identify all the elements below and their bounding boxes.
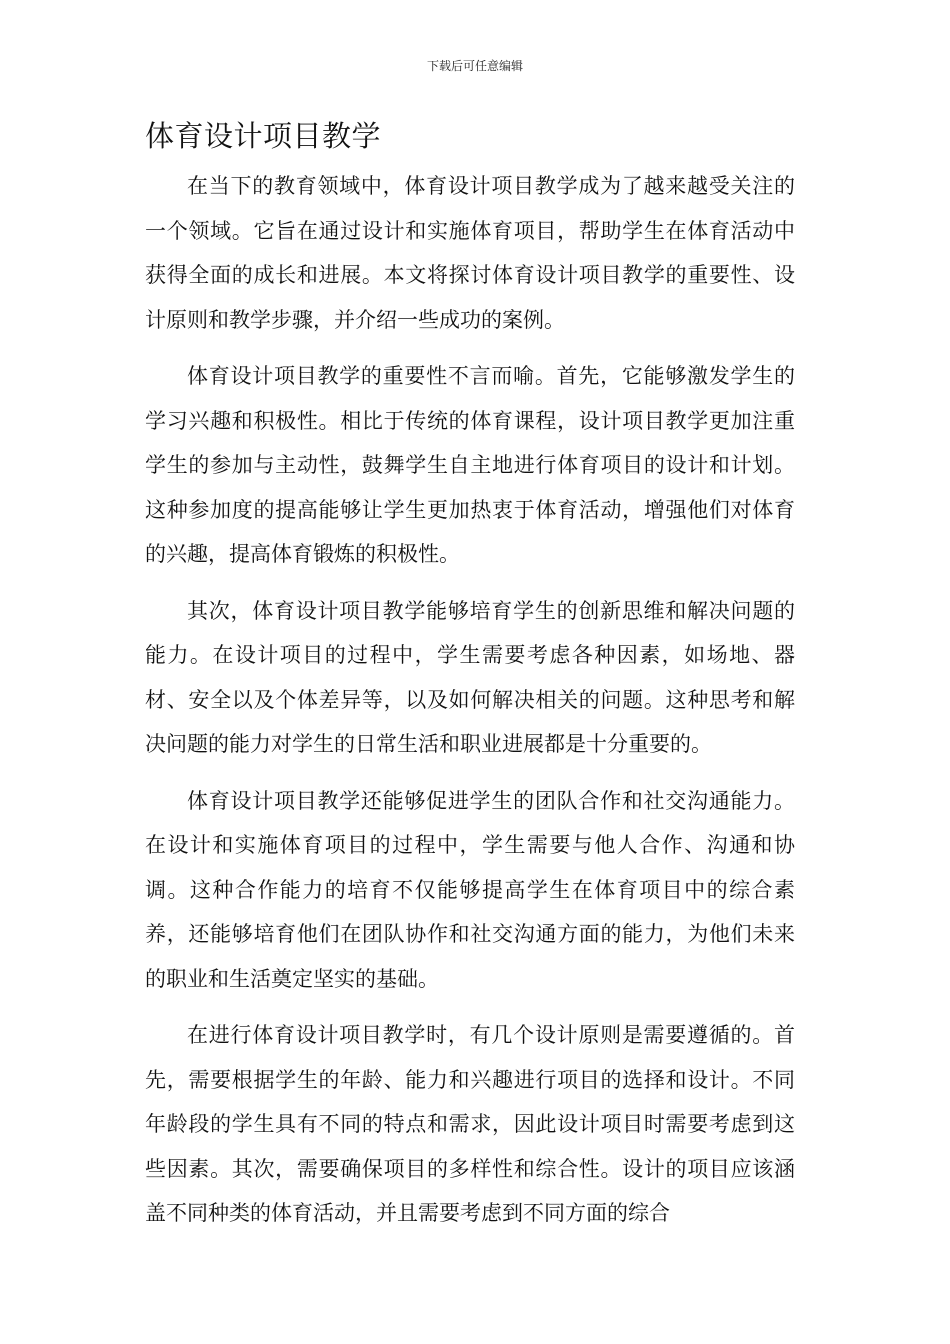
paragraph-3: 其次，体育设计项目教学能够培育学生的创新思维和解决问题的能力。在设计项目的过程中，学生需要考虑各种因素，如场地、器材、安全以及个体差异等，以及如何解决相关的问题。这种思考和解决问题的能力对学生的日常生活和职业进展都是十分重要的。 xyxy=(145,598,795,756)
paragraph-4: 体育设计项目教学还能够促进学生的团队合作和社交沟通能力。在设计和实施体育项目的过程中，学生需要与他人合作、沟通和协调。这种合作能力的培育不仅能够提高学生在体育项目中的综合素养，还能够培育他们在团队协作和社交沟通方面的能力，为他们未来的职业和生活奠定坚实的基础。 xyxy=(145,788,795,991)
header-note: 下载后可任意编辑 xyxy=(426,59,523,73)
document-title: 体育设计项目教学 xyxy=(145,119,382,153)
paragraph-5: 在进行体育设计项目教学时，有几个设计原则是需要遵循的。首先，需要根据学生的年龄、能力和兴趣进行项目的选择和设计。不同年龄段的学生具有不同的特点和需求，因此设计项目时需要考虑到这些因素。其次，需要确保项目的多样性和综合性。设计的项目应该涵盖不同种类的体育活动，并且需要考虑到不同方面的综合 xyxy=(145,1023,795,1225)
document-body xyxy=(145,164,795,1248)
paragraph-2: 体育设计项目教学的重要性不言而喻。首先，它能够激发学生的学习兴趣和积极性。相比于传统的体育课程，设计项目教学更加注重学生的参加与主动性，鼓舞学生自主地进行体育项目的设计和计划。这种参加度的提高能够让学生更加热衷于体育活动，增强他们对体育的兴趣，提高体育锻炼的积极性。 xyxy=(145,364,795,566)
paragraph-1: 在当下的教育领域中，体育设计项目教学成为了越来越受关注的一个领域。它旨在通过设计和实施体育项目，帮助学生在体育活动中获得全面的成长和进展。本文将探讨体育设计项目教学的重要性、设计原则和教学步骤，并介绍一些成功的案例。 xyxy=(145,174,795,332)
